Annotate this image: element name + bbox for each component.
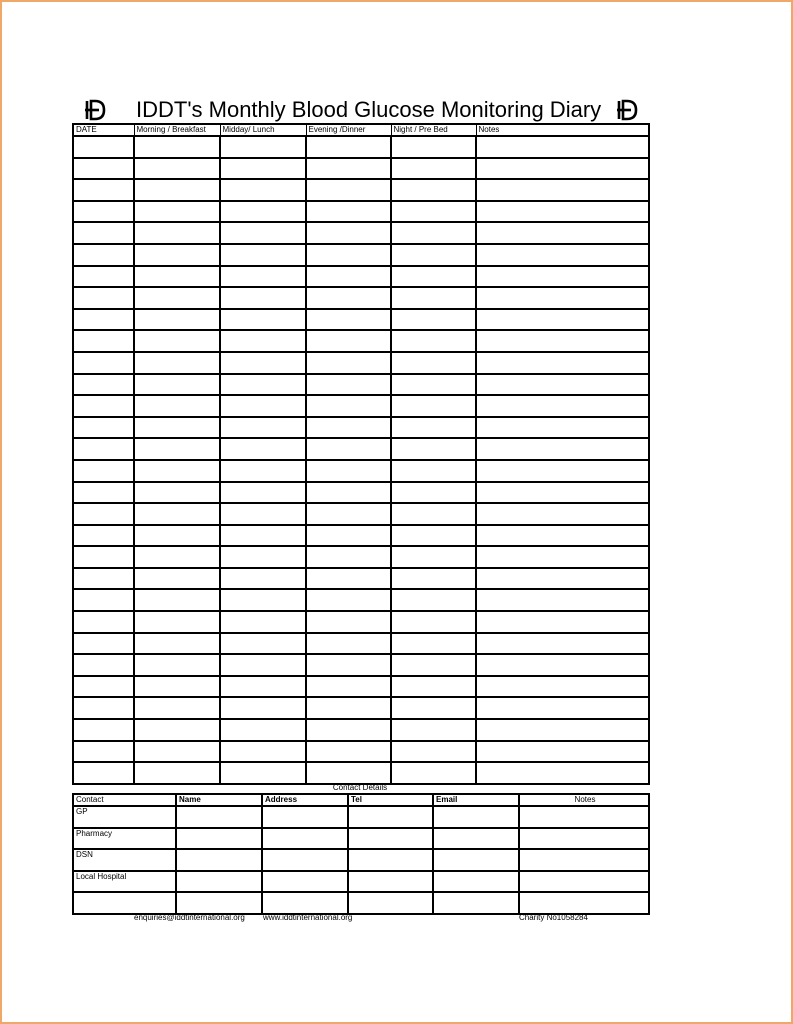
contact-column-tel: Tel [348,794,433,806]
diary-row [73,611,649,633]
diary-cell[interactable] [391,676,476,698]
diary-cell[interactable] [220,503,306,525]
diary-cell[interactable] [306,287,391,309]
diary-cell[interactable] [73,503,134,525]
diary-row [73,395,649,417]
diary-cell[interactable] [306,330,391,352]
contact-row [73,828,649,850]
diary-row [73,244,649,266]
diary-cell[interactable] [220,438,306,460]
diary-cell[interactable] [220,633,306,655]
glucose-diary-table [72,123,650,785]
diary-cell[interactable] [220,697,306,719]
diary-cell[interactable] [391,633,476,655]
diary-cell[interactable] [134,546,220,568]
diary-cell[interactable] [73,287,134,309]
diary-cell[interactable] [306,136,391,158]
diary-cell[interactable] [220,179,306,201]
diary-cell[interactable] [220,266,306,288]
contact-cell[interactable] [519,806,649,828]
diary-cell[interactable] [476,719,649,741]
diary-row [73,352,649,374]
diary-cell[interactable] [476,158,649,180]
diary-cell[interactable] [476,395,649,417]
diary-cell[interactable] [306,395,391,417]
contact-cell[interactable] [348,849,433,871]
contact-column-email: Email [433,794,519,806]
diary-cell[interactable] [220,719,306,741]
diary-cell[interactable] [391,266,476,288]
diary-cell[interactable] [306,589,391,611]
diary-cell[interactable] [391,460,476,482]
diary-cell[interactable] [134,309,220,331]
diary-cell[interactable] [134,158,220,180]
diary-cell[interactable] [73,719,134,741]
contact-cell[interactable] [433,892,519,914]
diary-row [73,568,649,590]
diary-cell[interactable] [391,525,476,547]
diary-cell[interactable] [476,287,649,309]
diary-cell[interactable] [476,460,649,482]
contact-row [73,871,649,893]
diary-cell[interactable] [134,633,220,655]
diary-cell[interactable] [220,136,306,158]
diary-cell[interactable] [73,482,134,504]
diary-cell[interactable] [73,222,134,244]
diary-cell[interactable] [220,525,306,547]
diary-cell[interactable] [220,244,306,266]
diary-cell[interactable] [391,438,476,460]
diary-cell[interactable] [134,244,220,266]
diary-row [73,697,649,719]
column-header-night: Night / Pre Bed [391,124,476,136]
diary-cell[interactable] [134,482,220,504]
diary-cell[interactable] [220,417,306,439]
title-row [72,96,648,124]
contact-cell[interactable] [433,871,519,893]
diary-cell[interactable] [134,741,220,763]
diary-cell[interactable] [391,136,476,158]
diary-cell[interactable] [134,611,220,633]
diary-cell[interactable] [73,460,134,482]
contact-cell[interactable] [262,849,348,871]
diary-cell[interactable] [306,374,391,396]
contact-cell[interactable] [262,871,348,893]
diary-cell[interactable] [306,741,391,763]
diary-cell[interactable] [391,179,476,201]
diary-cell[interactable] [391,201,476,223]
diary-cell[interactable] [73,417,134,439]
diary-cell[interactable] [73,244,134,266]
contact-cell[interactable] [519,871,649,893]
contact-cell[interactable] [176,892,262,914]
diary-cell[interactable] [220,654,306,676]
contact-label: Local Hospital [73,871,176,893]
column-header-evening: Evening /Dinner [306,124,391,136]
diary-row [73,676,649,698]
contact-label: DSN [73,849,176,871]
contact-header-row [73,794,649,806]
diary-row [73,719,649,741]
diary-cell[interactable] [476,482,649,504]
contact-label [73,892,176,914]
diary-cell[interactable] [476,762,649,784]
diary-cell[interactable] [73,525,134,547]
diary-cell[interactable] [134,503,220,525]
contact-row [73,892,649,914]
diary-cell[interactable] [391,568,476,590]
diary-cell[interactable] [134,525,220,547]
diary-cell[interactable] [476,697,649,719]
diary-cell[interactable] [391,158,476,180]
diary-cell[interactable] [220,287,306,309]
diary-cell[interactable] [306,611,391,633]
contact-cell[interactable] [262,806,348,828]
diary-cell[interactable] [73,568,134,590]
diary-cell[interactable] [306,719,391,741]
diary-cell[interactable] [220,546,306,568]
diary-cell[interactable] [391,719,476,741]
diary-cell[interactable] [73,546,134,568]
diary-cell[interactable] [306,633,391,655]
diary-cell[interactable] [134,438,220,460]
diary-cell[interactable] [134,266,220,288]
diary-cell[interactable] [306,568,391,590]
diary-cell[interactable] [220,460,306,482]
diary-cell[interactable] [220,330,306,352]
diary-cell[interactable] [391,546,476,568]
diary-cell[interactable] [73,762,134,784]
diary-cell[interactable] [391,309,476,331]
diary-cell[interactable] [306,201,391,223]
diary-cell[interactable] [476,438,649,460]
diary-row [73,741,649,763]
diary-cell[interactable] [220,158,306,180]
diary-cell[interactable] [73,158,134,180]
diary-cell[interactable] [73,374,134,396]
contact-cell[interactable] [348,828,433,850]
contact-row [73,849,649,871]
column-header-notes: Notes [476,124,649,136]
diary-row [73,309,649,331]
diary-cell[interactable] [306,676,391,698]
diary-cell[interactable] [306,222,391,244]
diary-cell[interactable] [391,741,476,763]
diary-cell[interactable] [476,222,649,244]
diary-cell[interactable] [391,244,476,266]
diary-cell[interactable] [73,136,134,158]
iddt-logo-icon [84,99,106,121]
diary-cell[interactable] [306,460,391,482]
diary-cell[interactable] [220,309,306,331]
contact-cell[interactable] [176,849,262,871]
diary-cell[interactable] [476,654,649,676]
diary-cell[interactable] [73,589,134,611]
diary-row [73,503,649,525]
contact-details-caption: Contact Details [332,783,388,792]
diary-cell[interactable] [476,179,649,201]
iddt-logo-icon [616,99,638,121]
diary-cell[interactable] [306,762,391,784]
diary-cell[interactable] [476,330,649,352]
diary-cell[interactable] [391,417,476,439]
diary-cell[interactable] [134,762,220,784]
diary-cell[interactable] [391,762,476,784]
contact-cell[interactable] [433,806,519,828]
diary-cell[interactable] [476,417,649,439]
diary-cell[interactable] [391,589,476,611]
diary-cell[interactable] [73,654,134,676]
diary-cell[interactable] [73,201,134,223]
diary-row [73,438,649,460]
diary-row [73,287,649,309]
diary-cell[interactable] [134,719,220,741]
diary-cell[interactable] [134,374,220,396]
diary-cell[interactable] [391,611,476,633]
contact-cell[interactable] [176,871,262,893]
diary-cell[interactable] [306,266,391,288]
contact-cell[interactable] [348,806,433,828]
diary-cell[interactable] [476,589,649,611]
diary-row [73,633,649,655]
diary-cell[interactable] [306,417,391,439]
contact-cell[interactable] [348,892,433,914]
diary-cell[interactable] [134,568,220,590]
footer-website[interactable]: www.iddtinternational.org [263,913,353,922]
diary-cell[interactable] [220,352,306,374]
diary-cell[interactable] [476,568,649,590]
diary-cell[interactable] [73,633,134,655]
diary-cell[interactable] [134,460,220,482]
diary-cell[interactable] [220,676,306,698]
diary-cell[interactable] [476,244,649,266]
diary-cell[interactable] [73,266,134,288]
diary-row [73,179,649,201]
diary-cell[interactable] [391,330,476,352]
diary-cell[interactable] [306,158,391,180]
diary-cell[interactable] [306,309,391,331]
diary-row [73,136,649,158]
diary-row [73,546,649,568]
diary-row [73,525,649,547]
diary-cell[interactable] [391,374,476,396]
diary-cell[interactable] [73,309,134,331]
diary-cell[interactable] [73,352,134,374]
diary-cell[interactable] [134,201,220,223]
diary-cell[interactable] [220,589,306,611]
diary-cell[interactable] [73,438,134,460]
diary-cell[interactable] [73,179,134,201]
diary-cell[interactable] [220,482,306,504]
contact-label: Pharmacy [73,828,176,850]
diary-cell[interactable] [134,417,220,439]
contact-cell[interactable] [348,871,433,893]
diary-cell[interactable] [134,352,220,374]
diary-cell[interactable] [134,222,220,244]
contact-cell[interactable] [176,828,262,850]
column-header-midday: Midday/ Lunch [220,124,306,136]
diary-cell[interactable] [391,482,476,504]
diary-cell[interactable] [476,525,649,547]
diary-cell[interactable] [134,676,220,698]
diary-cell[interactable] [306,438,391,460]
diary-cell[interactable] [220,611,306,633]
contact-column-name: Name [176,794,262,806]
diary-cell[interactable] [391,654,476,676]
diary-cell[interactable] [476,611,649,633]
diary-cell[interactable] [306,482,391,504]
footer-charity-number: Charity No1058284 [519,913,588,922]
diary-cell[interactable] [134,330,220,352]
diary-row [73,266,649,288]
diary-row [73,201,649,223]
diary-row [73,417,649,439]
diary-cell[interactable] [220,395,306,417]
diary-row [73,374,649,396]
diary-cell[interactable] [476,266,649,288]
diary-cell[interactable] [134,589,220,611]
diary-cell[interactable] [220,762,306,784]
contact-cell[interactable] [262,892,348,914]
contact-cell[interactable] [519,892,649,914]
diary-cell[interactable] [306,179,391,201]
diary-row [73,654,649,676]
contact-details-table [72,793,650,915]
diary-cell[interactable] [391,287,476,309]
contact-cell[interactable] [519,849,649,871]
diary-cell[interactable] [134,697,220,719]
diary-cell[interactable] [476,136,649,158]
diary-cell[interactable] [73,330,134,352]
diary-cell[interactable] [476,352,649,374]
diary-cell[interactable] [306,352,391,374]
diary-row [73,158,649,180]
diary-cell[interactable] [73,676,134,698]
diary-cell[interactable] [306,654,391,676]
diary-cell[interactable] [73,395,134,417]
diary-cell[interactable] [476,503,649,525]
diary-row [73,330,649,352]
diary-cell[interactable] [134,136,220,158]
contact-cell[interactable] [176,806,262,828]
diary-cell[interactable] [391,352,476,374]
diary-cell[interactable] [306,546,391,568]
diary-cell[interactable] [306,525,391,547]
diary-cell[interactable] [134,395,220,417]
contact-cell[interactable] [433,828,519,850]
diary-cell[interactable] [220,374,306,396]
column-header-morning: Morning / Breakfast [134,124,220,136]
diary-row [73,222,649,244]
contact-cell[interactable] [433,849,519,871]
contact-cell[interactable] [262,828,348,850]
diary-cell[interactable] [391,503,476,525]
diary-cell[interactable] [476,633,649,655]
diary-row [73,482,649,504]
diary-cell[interactable] [391,697,476,719]
diary-cell[interactable] [476,374,649,396]
diary-cell[interactable] [306,503,391,525]
diary-cell[interactable] [306,697,391,719]
diary-row [73,762,649,784]
contact-column-address: Address [262,794,348,806]
diary-cell[interactable] [220,741,306,763]
diary-cell[interactable] [220,201,306,223]
diary-cell[interactable] [220,222,306,244]
contact-column-notes: Notes [519,794,649,806]
diary-row [73,460,649,482]
contact-column-contact: Contact [73,794,176,806]
diary-cell[interactable] [476,546,649,568]
diary-cell[interactable] [306,244,391,266]
diary-row [73,589,649,611]
diary-cell[interactable] [134,287,220,309]
diary-cell[interactable] [134,654,220,676]
diary-cell[interactable] [476,676,649,698]
diary-header-row [73,124,649,136]
diary-cell[interactable] [134,179,220,201]
diary-cell[interactable] [391,222,476,244]
contact-cell[interactable] [519,828,649,850]
diary-cell[interactable] [391,395,476,417]
page-title: IDDT's Monthly Blood Glucose Monitoring Diary [136,97,602,122]
diary-cell[interactable] [73,611,134,633]
footer-email[interactable]: enquiries@iddtinternational.org [134,913,245,922]
diary-cell[interactable] [476,741,649,763]
column-header-date: DATE [73,124,134,136]
diary-cell[interactable] [220,568,306,590]
contact-label: GP [73,806,176,828]
diary-cell[interactable] [73,697,134,719]
diary-cell[interactable] [476,201,649,223]
diary-cell[interactable] [476,309,649,331]
contact-row [73,806,649,828]
diary-cell[interactable] [73,741,134,763]
